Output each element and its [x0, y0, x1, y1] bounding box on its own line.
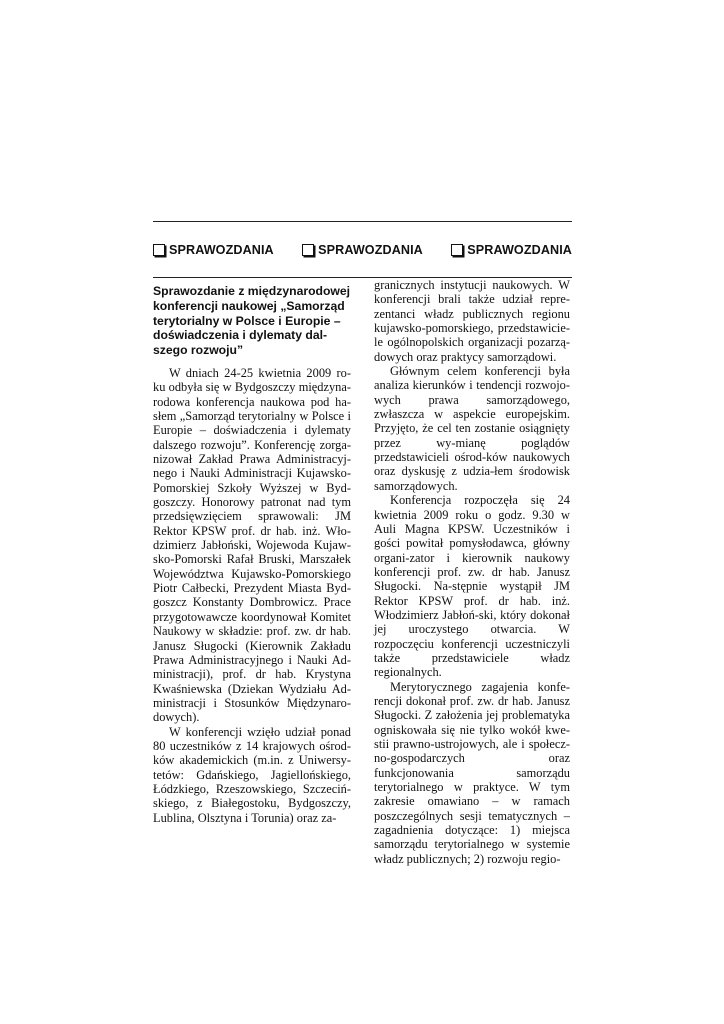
paragraph: Głównym celem konferencji była analiza kierunków i tendencji rozwojo-wych prawa samorządowego, zwłaszcza w aspekcie europejskim. Przyjęto, że cel ten zostanie osiągnięty przez wy-mianę poglądów przedstawicieli ośrod-ków naukowych oraz dyskusję z udzia-łem środowisk samorządowych.	[374, 364, 570, 493]
paragraph: granicznych instytucji naukowych. W konferencji brali także udział repre-zentanci władz publicznych regionu kujawsko-pomorskiego, przedstawicie-le ogólnopolskich organizacji pozarzą-dowych oraz praktycy samorządowi.	[374, 278, 570, 364]
section-header-item	[302, 243, 423, 257]
section-header	[153, 239, 572, 261]
section-label: SPRAWOZDANIA	[318, 243, 423, 257]
section-label: SPRAWOZDANIA	[169, 243, 274, 257]
paragraph: W dniach 24-25 kwietnia 2009 ro-ku odbyła się w Bydgoszczy międzyna-rodowa konferencja naukowa pod ha-słem „Samorząd terytorialny w Polsce i Europie – doświadczenia i dylematy dalszego rozwoju”. Konferencję zorga-nizował Zakład Prawa Administracyj-nego i Nauki Administracji Kujawsko-Pomorskiej Szkoły Wyższej w Byd-goszczy. Honorowy patronat nad tym przedsięwzięciem sprawowali: JM Rektor KPSW prof. dr hab. inż. Wło-dzimierz Jabłoński, Wojewoda Kujaw-sko-Pomorski Rafał Bruski, Marszałek Województwa Kujawsko-Pomorskiego Piotr Całbecki, Prezydent Miasta Byd-goszcz Konstanty Dombrowicz. Prace przygotowawcze koordynował Komitet Naukowy w składzie: prof. zw. dr hab. Janusz Sługocki (Kierownik Zakładu Prawa Administracyjnego i Nauki Ad-ministracji), prof. dr hab. Krystyna Kwaśniewska (Dziekan Wydziału Ad-ministracji i Stosunków Międzynaro-dowych).	[153, 365, 351, 725]
section-header-item	[153, 243, 274, 257]
checkbox-square-icon	[302, 244, 314, 256]
paragraph: W konferencji wzięło udział ponad 80 uczestników z 14 krajowych ośrod-ków akademickich (m.in. z Uniwersy-tetów: Gdańskiego, Jagiellońskiego, Łódzkiego, Rzeszowskiego, Szczeciń-skiego, z Białegostoku, Bydgoszczy, Lublina, Olsztyna i Torunia) oraz za-	[153, 724, 351, 825]
article-title: Sprawozdanie z międzynarodowej konferencji naukowej „Samorząd terytorialny w Polsce i Europie – doświadczenia i dylematy dal-szego rozwoju”	[153, 284, 351, 358]
top-rule	[153, 221, 572, 222]
section-label: SPRAWOZDANIA	[467, 243, 572, 257]
right-column	[374, 278, 570, 866]
checkbox-square-icon	[451, 244, 463, 256]
paragraph: Konferencja rozpoczęła się 24 kwietnia 2009 roku o godz. 9.30 w Auli Magna KPSW. Uczestników i gości powitał pomysłodawca, główny organi-zator i kierownik naukowy konferencji prof. zw. dr hab. Janusz Sługocki. Na-stępnie wystąpił JM Rektor KPSW prof. dr hab. inż. Włodzimierz Jabłoń-ski, który dokonał jej uroczystego otwarcia. W rozpoczęciu konferencji uczestniczyli także przedstawiciele władz regionalnych.	[374, 493, 570, 680]
section-header-item	[451, 243, 572, 257]
checkbox-square-icon	[153, 244, 165, 256]
paragraph: Merytorycznego zagajenia konfe-rencji dokonał prof. zw. dr hab. Janusz Sługocki. Z założenia jej problematyka ogniskowała się nie tylko wokół kwe-stii prawno-ustrojowych, ale i społecz-no-gospodarczych oraz funkcjonowania samorządu terytorialnego w praktyce. W tym zakresie omawiano – w ramach poszczególnych sesji tematycznych – zagadnienia dotyczące: 1) miejsca samorządu terytorialnego w systemie władz publicznych; 2) rozwoju regio-	[374, 679, 570, 866]
left-column	[153, 284, 351, 825]
